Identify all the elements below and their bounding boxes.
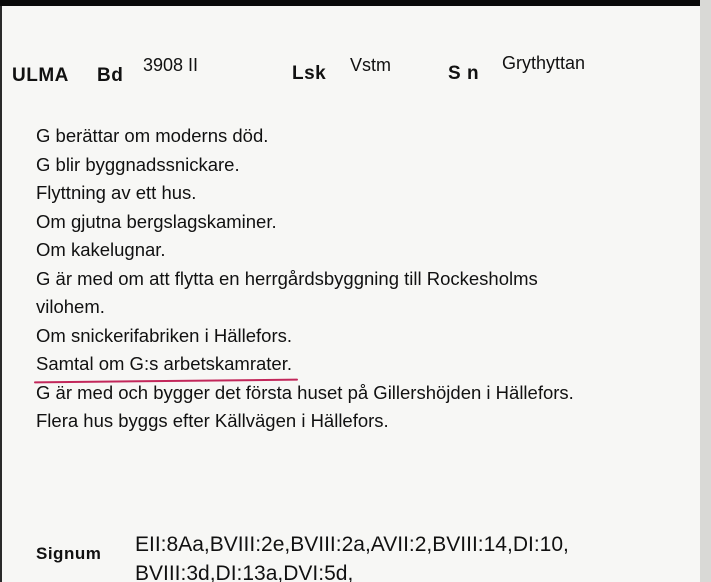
- signum-line-2: BVIII:3d,DI:13a,DVI:5d,: [135, 562, 354, 582]
- signum-line-1: EII:8Aa,BVIII:2e,BVIII:2a,AVII:2,BVIII:14,DI:10,: [135, 533, 569, 556]
- content-line: vilohem.: [36, 296, 105, 317]
- index-card: [0, 6, 700, 582]
- sn-value: Grythyttan: [502, 53, 586, 73]
- lsk-label: Lsk: [292, 63, 327, 84]
- content-line: Om kakelugnar.: [36, 239, 166, 260]
- signum-value: [135, 530, 695, 582]
- content-line: Om snickerifabriken i Hällefors.: [36, 324, 292, 346]
- scan-edge: [700, 0, 711, 582]
- signum-label: Signum: [36, 544, 102, 563]
- content-line: G är med och bygger det första huset på Gillershöjden i Hällefors.: [36, 381, 574, 403]
- content-line: Om gjutna bergslagskaminer.: [36, 210, 277, 232]
- bd-label: Bd: [97, 65, 124, 86]
- content-line-underlined: [36, 350, 696, 379]
- content-line: Flera hus byggs efter Källvägen i Hällefors.: [36, 410, 389, 431]
- ulma-label: ULMA: [12, 65, 69, 86]
- content-line: G är med om att flytta en herrgårdsbyggning till Rockesholms: [36, 267, 538, 289]
- card-header: [2, 53, 702, 93]
- content-line: G berättar om moderns död.: [36, 125, 269, 146]
- lsk-value: Vstm: [350, 55, 392, 75]
- sn-label: S n: [448, 63, 480, 84]
- bd-value: 3908 II: [143, 55, 199, 75]
- content-lines: [36, 122, 696, 436]
- underlined-text: Samtal om G:s arbetskamrater.: [36, 350, 292, 379]
- content-line: Flyttning av ett hus.: [36, 182, 197, 203]
- content-line: G blir byggnadssnickare.: [36, 153, 240, 175]
